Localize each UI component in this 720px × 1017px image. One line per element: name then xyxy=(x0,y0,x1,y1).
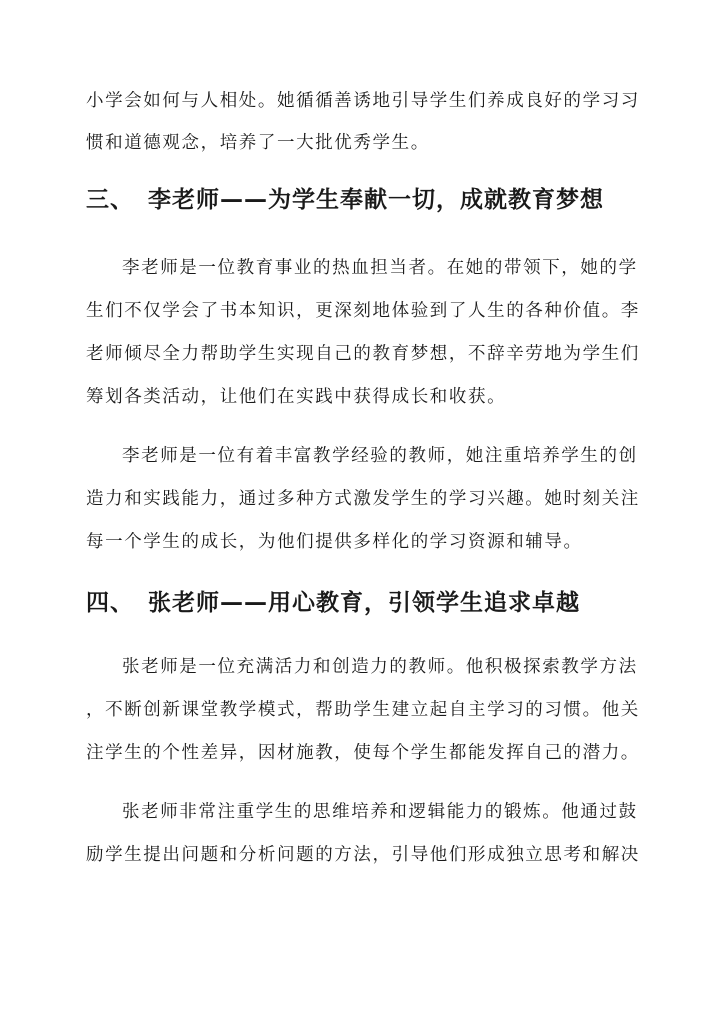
paragraph-line: 注学生的个性差异，因材施教，使每个学生都能发挥自己的潜力。 xyxy=(86,743,640,763)
section-heading-4 xyxy=(86,588,646,618)
paragraph-line: 造力和实践能力，通过多种方式激发学生的学习兴趣。她时刻关注 xyxy=(86,489,640,509)
paragraph-line: 生们不仅学会了书本知识，更深刻地体验到了人生的各种价值。李 xyxy=(86,301,640,321)
paragraph-line: 张老师非常注重学生的思维培养和逻辑能力的锻炼。他通过鼓 xyxy=(122,802,638,822)
paragraph-line: 励学生提出问题和分析问题的方法，引导他们形成独立思考和解决 xyxy=(86,845,640,865)
paragraph-line: 李老师是一位有着丰富教学经验的教师，她注重培养学生的创 xyxy=(122,446,638,466)
paragraph-line: 李老师是一位教育事业的热血担当者。在她的带领下，她的学 xyxy=(122,258,638,278)
section-number: 三、 xyxy=(86,187,134,213)
section-heading-3 xyxy=(86,185,646,215)
section-number: 四、 xyxy=(86,590,134,616)
paragraph-line: 小学会如何与人相处。她循循善诱地引导学生们养成良好的学习习 xyxy=(86,91,640,111)
paragraph-line: 张老师是一位充满活力和创造力的教师。他积极探索教学方法 xyxy=(122,657,638,677)
section-title: 张老师——用心教育，引领学生追求卓越 xyxy=(148,590,580,616)
paragraph-line: ，不断创新课堂教学模式，帮助学生建立起自主学习的习惯。他关 xyxy=(86,700,640,720)
paragraph-line: 老师倾尽全力帮助学生实现自己的教育梦想，不辞辛劳地为学生们 xyxy=(86,344,640,364)
section-title: 李老师——为学生奉献一切，成就教育梦想 xyxy=(148,187,604,213)
paragraph-line: 筹划各类活动，让他们在实践中获得成长和收获。 xyxy=(86,387,507,407)
paragraph-line: 惯和道德观念，培养了一大批优秀学生。 xyxy=(86,133,430,153)
paragraph-line: 每一个学生的成长，为他们提供多样化的学习资源和辅导。 xyxy=(86,532,583,552)
